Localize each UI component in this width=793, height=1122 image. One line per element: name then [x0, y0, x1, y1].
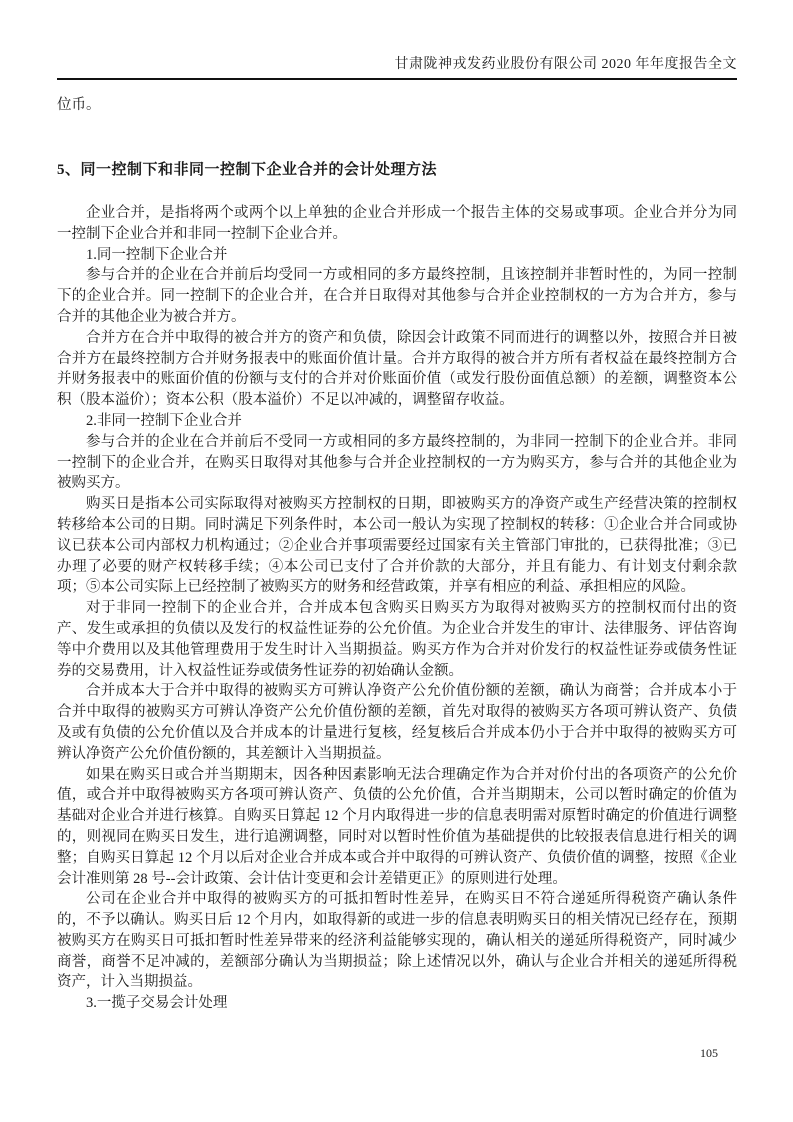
paragraph: 2.非同一控制下企业合并	[86, 412, 242, 429]
page-number: 105	[700, 1046, 718, 1060]
paragraph: 企业合并，是指将两个或两个以上单独的企业合并形成一个报告主体的交易或事项。企业合并分为同一控制下企业合并和非同一控制下企业合并。	[57, 205, 737, 242]
page-content-area	[57, 0, 737, 1122]
paragraph: 如果在购买日或合并当期期末，因各种因素影响无法合理确定作为合并对价付出的各项资产的公允价值，或合并中取得被购买方各项可辨认资产、负债的公允价值，合并当期期末，公司以暂时确定的价值为基础对企业合并进行核算。自购买日算起 12 个月内取得进一步的信息表明需对原暂时确定的价值进行调整的，则视同在购买日发生，进行追溯调整，同时对以暂时性价值为基础提供的比较报表信息进行相关的调整；自购买日算起 12 个月以后对企业合并成本或合并中取得的可辨认资产、负债价值的调整，按照《企业会计准则第 28 号--会计政策、会计估计变更和会计差错更正》的原则进行处理。	[57, 766, 737, 887]
paragraph: 公司在企业合并中取得的被购买方的可抵扣暂时性差异，在购买日不符合递延所得税资产确认条件的，不予以确认。购买日后 12 个月内，如取得新的或进一步的信息表明购买日的相关情况已经存在，预期被购买方在购买日可抵扣暂时性差异带来的经济利益能够实现的，确认相关的递延所得税资产，同时减少商誉，商誉不足冲减的，差额部分确认为当期损益；除上述情况以外，确认与企业合并相关的递延所得税资产，计入当期损益。	[57, 891, 737, 991]
paragraph: 对于非同一控制下的企业合并，合并成本包含购买日购买方为取得对被购买方的控制权而付出的资产、发生或承担的负债以及发行的权益性证券的公允价值。为企业合并发生的审计、法律服务、评估咨询等中介费用以及其他管理费用于发生时计入当期损益。购买方作为合并对价发行的权益性证券或债务性证券的交易费用，计入权益性证券或债务性证券的初始确认金额。	[57, 600, 737, 679]
orphan-continuation-line: 位币。	[57, 97, 101, 113]
paragraph: 购买日是指本公司实际取得对被购买方控制权的日期，即被购买方的净资产或生产经营决策的控制权转移给本公司的日期。同时满足下列条件时，本公司一般认为实现了控制权的转移：①企业合并合同或协议已获本公司内部权力机构通过；②企业合并事项需要经过国家有关主管部门审批的，已获得批准；③已办理了必要的财产权转移手续；④本公司已支付了合并价款的大部分，并且有能力、有计划支付剩余款项；⑤本公司实际上已经控制了被购买方的财务和经营政策，并享有相应的利益、承担相应的风险。	[57, 496, 737, 596]
paragraph: 3.一揽子交易会计处理	[86, 995, 228, 1012]
paragraph: 1.同一控制下企业合并	[86, 246, 228, 263]
report-header: 甘肃陇神戎发药业股份有限公司 2020 年年度报告全文	[57, 0, 737, 80]
paragraph: 合并成本大于合并中取得的被购买方可辨认净资产公允价值份额的差额，确认为商誉；合并成本小于合并中取得的被购买方可辨认净资产公允价值份额的差额，首先对取得的被购买方各项可辨认资产、负债及或有负债的公允价值以及合并成本的计量进行复核，经复核后合并成本仍小于合并中取得的被购买方可辨认净资产公允价值份额的，其差额计入当期损益。	[57, 683, 737, 762]
paragraph: 参与合并的企业在合并前后均受同一方或相同的多方最终控制，且该控制并非暂时性的，为同一控制下的企业合并。同一控制下的企业合并，在合并日取得对其他参与合并企业控制权的一方为合并方，参与合并的其他企业为被合并方。	[57, 267, 737, 325]
section-heading: 5、同一控制下和非同一控制下企业合并的会计处理方法	[57, 162, 438, 178]
paragraph: 合并方在合并中取得的被合并方的资产和负债，除因会计政策不同而进行的调整以外，按照合并日被合并方在最终控制方合并财务报表中的账面价值计量。合并方取得的被合并方所有者权益在最终控制方合并财务报表中的账面价值的份额与支付的合并对价账面价值（或发行股份面值总额）的差额，调整资本公积（股本溢价）；资本公积（股本溢价）不足以冲减的，调整留存收益。	[57, 329, 737, 409]
body-paragraphs	[57, 203, 737, 1014]
paragraph: 参与合并的企业在合并前后不受同一方或相同的多方最终控制的，为非同一控制下的企业合并。非同一控制下的企业合并，在购买日取得对其他参与合并企业控制权的一方为购买方，参与合并的其他企业为被购买方。	[57, 433, 737, 492]
